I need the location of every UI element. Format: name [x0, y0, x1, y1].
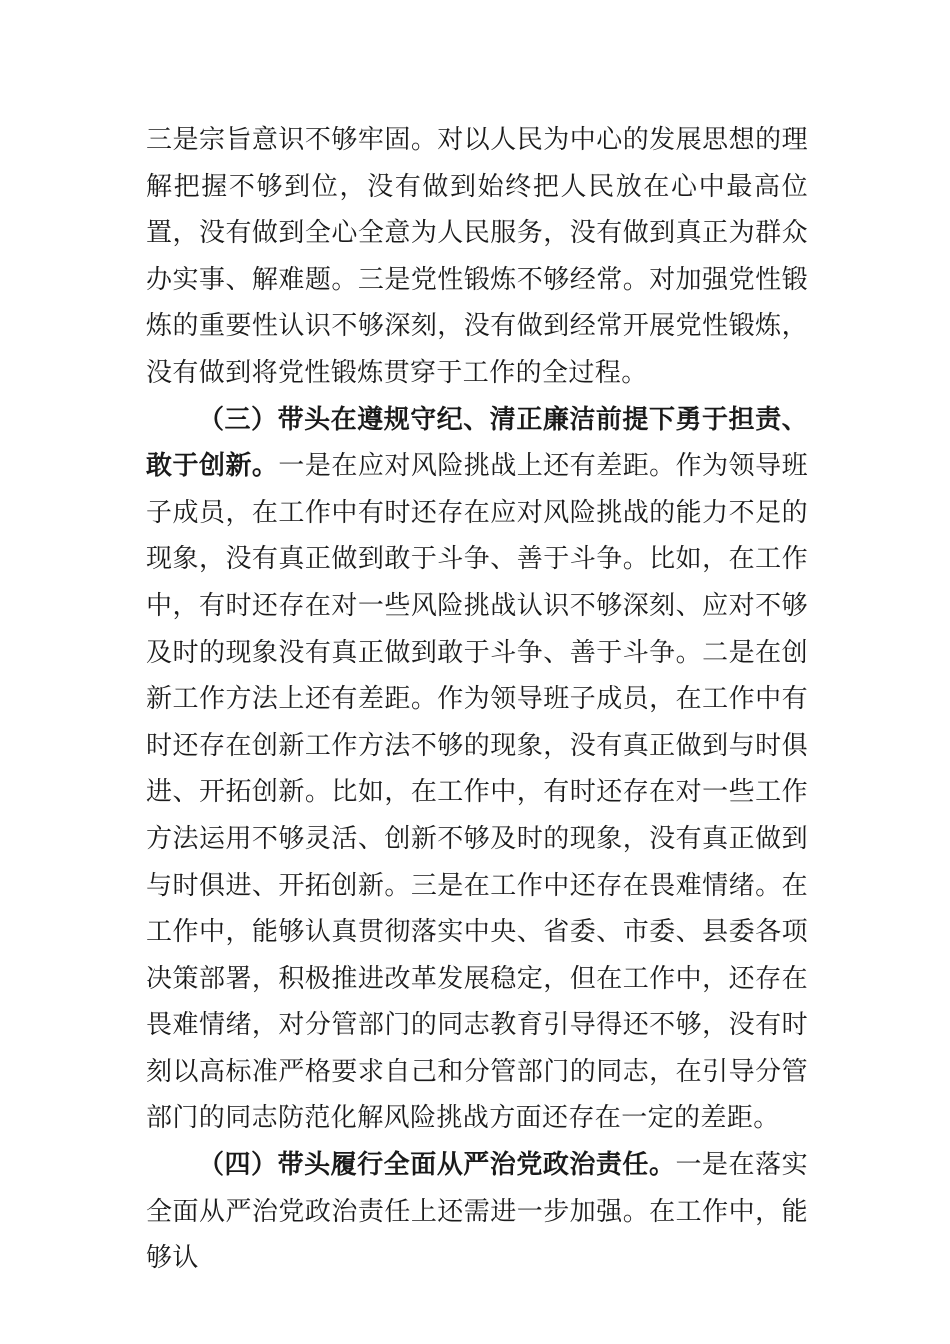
paragraph-2-text: 一是在应对风险挑战上还有差距。作为领导班子成员，在工作中有时还存在应对风险挑战的能力不足的现象，没有真正做到敢于斗争、善于斗争。比如，在工作中，有时还存在对一些风险挑战认识不够深刻、应对不够及时的现象没有真正做到敢于斗争、善于斗争。二是在创新工作方法上还有差距。作为领导班子成员，在工作中有时还存在创新工作方法不够的现象，没有真正做到与时俱进、开拓创新。比如，在工作中，有时还存在对一些工作方法运用不够灵活、创新不够及时的现象，没有真正做到与时俱进、开拓创新。三是在工作中还存在畏难情绪。在工作中，能够认真贯彻落实中央、省委、市委、县委各项决策部署，积极推进改革发展稳定，但在工作中，还存在畏难情绪，对分管部门的同志教育引导得还不够，没有时刻以高标准严格要求自己和分管部门的同志，在引导分管部门的同志防范化解风险挑战方面还存在一定的差距。 [146, 451, 808, 1134]
paragraph-1-text: 三是宗旨意识不够牢固。对以人民为中心的发展思想的理解把握不够到位，没有做到始终把人民放在心中最高位置，没有做到全心全意为人民服务，没有做到真正为群众办实事、解难题。三是党性锻炼不够经常。对加强党性锻炼的重要性认识不够深刻，没有做到经常开展党性锻炼，没有做到将党性锻炼贯穿于工作的全过程。 [146, 125, 808, 388]
section-heading-4: （四）带头履行全面从严治党政治责任。 [198, 1150, 676, 1181]
section-heading-3: （三）带头在遵规守纪、清正廉洁前提下勇于担责、敢于创新。 [146, 404, 808, 482]
paragraph-2 [146, 397, 808, 1143]
document-body [146, 117, 808, 1282]
paragraph-3-text: 一是在落实全面从严治党政治责任上还需进一步加强。在工作中，能够认 [146, 1150, 808, 1274]
paragraph-1 [146, 117, 808, 397]
paragraph-3 [146, 1142, 808, 1282]
